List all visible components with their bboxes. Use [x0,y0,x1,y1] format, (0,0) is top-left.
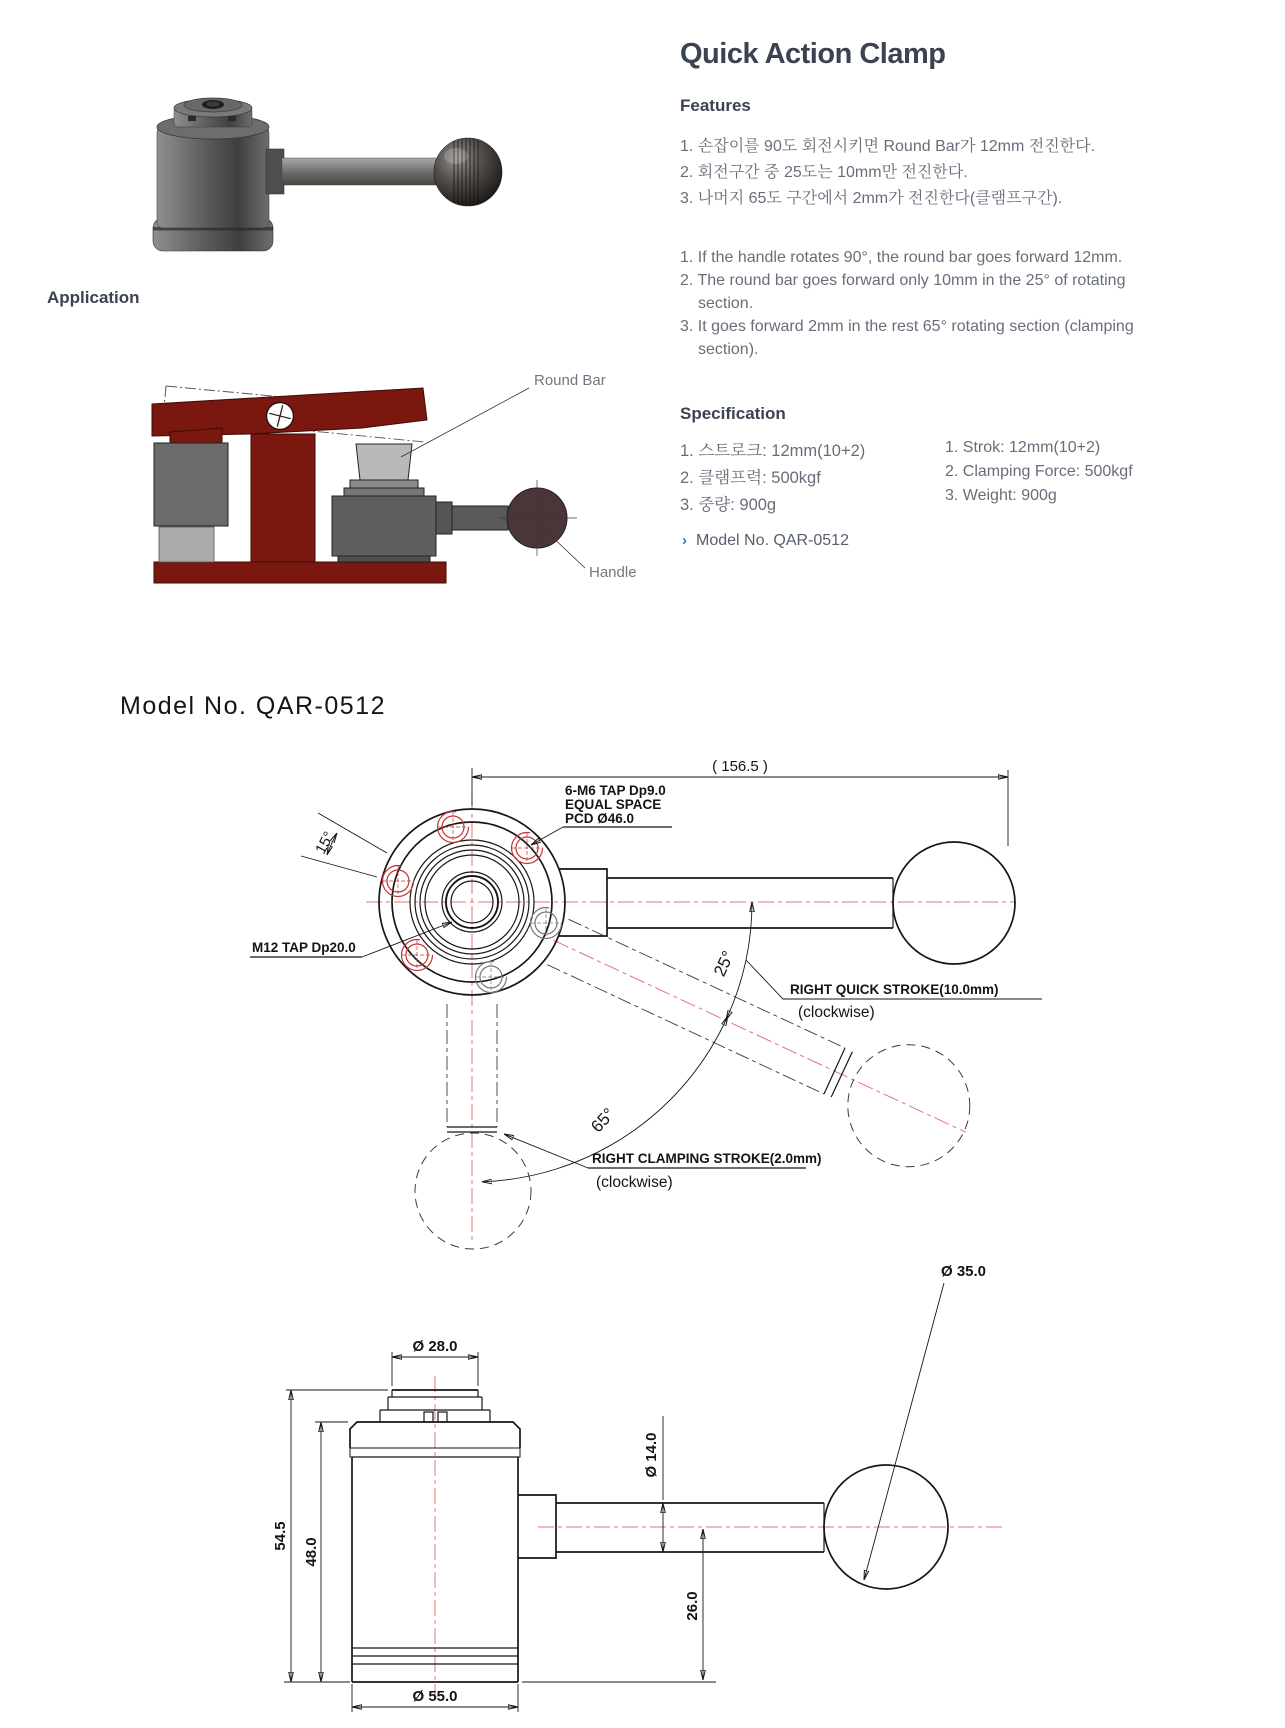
drawing-front-view [0,1260,1285,1728]
spec-kr-item: 2. 클램프력: 500kgf [680,469,821,487]
application-heading: Application [47,288,140,307]
feature-kr-item: 3. 나머지 65도 구간에서 2mm가 전진한다(클램프구간). [680,190,1063,207]
dim-d55 [352,1684,518,1712]
feature-kr-item: 1. 손잡이를 90도 회전시키면 Round Bar가 12mm 전진한다. [680,138,1096,155]
dim-h48-text: 48.0 [303,1537,320,1567]
fixture-base [154,562,446,583]
handle-solid [559,842,1015,964]
feature-en-item: 1. If the handle rotates 90°, the round bar goes forward 12mm. [680,249,1123,266]
knurl-texture [454,136,478,208]
spec-kr-item: 3. 중량: 900g [680,496,777,514]
spec-en-item: 1. Strok: 12mm(10+2) [945,439,1101,456]
clamp-body-part [332,496,436,556]
model-number-label: Model No. QAR-0512 [696,532,849,549]
round-bar-label: Round Bar [534,372,606,389]
workpiece-spacer [159,527,214,562]
clamp-stroke-direction: (clockwise) [596,1174,673,1191]
spec-en-item: 3. Weight: 900g [945,487,1057,504]
dim-d14 [643,1416,663,1552]
label-m6-tap [531,783,672,845]
fixture-column [251,434,315,562]
spec-list-english [945,436,1205,508]
dim-h54-text: 54.5 [272,1521,289,1551]
model-number-row [682,532,849,550]
dim-65-text: 65° [587,1104,619,1137]
application-diagram [130,330,650,590]
dim-h48 [303,1422,348,1682]
round-bar-part [356,444,412,480]
specification-heading: Specification [680,404,786,423]
m6-line1: 6-M6 TAP Dp9.0 [565,783,666,798]
quick-stroke-direction: (clockwise) [798,1004,875,1021]
handle-phantom-25 [547,919,969,1166]
dim-65deg [482,1016,822,1191]
m6-line2: EQUAL SPACE [565,797,662,812]
clamp-body-photo [153,98,273,251]
dim-15deg [301,813,387,877]
page-title: Quick Action Clamp [680,38,946,70]
dim-d35-text: Ø 35.0 [941,1263,987,1280]
centerlines [366,794,1016,1240]
feature-en-item: 3. It goes forward 2mm in the rest 65° rotating section (clamping section). [680,318,1134,358]
m12-text: M12 TAP Dp20.0 [252,940,356,955]
quick-stroke-label: RIGHT QUICK STROKE(10.0mm) [790,982,999,997]
dim-overall-text: ( 156.5 ) [712,758,768,775]
dim-15-text: 15° [312,828,338,857]
clamp-unit [332,444,577,562]
clamp-stroke-label: RIGHT CLAMPING STROKE(2.0mm) [592,1151,822,1166]
feature-en-item: 2. The round bar goes forward only 10mm in the 25° of rotating section. [680,272,1126,312]
drawing-model-title: Model No. QAR-0512 [120,692,387,720]
feature-kr-item: 2. 회전구간 중 25도는 10mm만 전진한다. [680,164,968,181]
dim-h26-text: 26.0 [684,1591,701,1621]
dim-25deg [710,902,1042,1021]
dim-d28-text: Ø 28.0 [412,1338,458,1355]
handle-leader-line [548,533,585,568]
spec-list-korean [680,438,940,519]
handle-ball [893,842,1015,964]
dim-d14-text: Ø 14.0 [643,1432,660,1478]
spec-kr-item: 1. 스트로크: 12mm(10+2) [680,442,866,460]
handle-photo [266,136,502,208]
features-heading: Features [680,96,751,115]
features-list-korean [680,134,1200,212]
label-m12-tap [250,922,452,957]
product-photo [130,80,590,260]
dim-h54 [272,1390,388,1682]
dim-d55-text: Ø 55.0 [412,1688,458,1705]
ball-knob-photo [434,138,502,206]
handle-label: Handle [589,564,637,581]
centerlines-front [435,1376,1002,1698]
features-list-english [680,246,1148,361]
m6-line3: PCD Ø46.0 [565,811,635,826]
dim-25-text: 25° [709,948,739,980]
handle-phantom-90 [415,1004,531,1249]
spec-en-item: 2. Clamping Force: 500kgf [945,463,1133,480]
drawing-top-view [0,660,1285,1260]
chevron-right-icon: › [682,532,687,549]
dim-d35 [864,1263,986,1580]
workpiece-block [154,443,228,526]
